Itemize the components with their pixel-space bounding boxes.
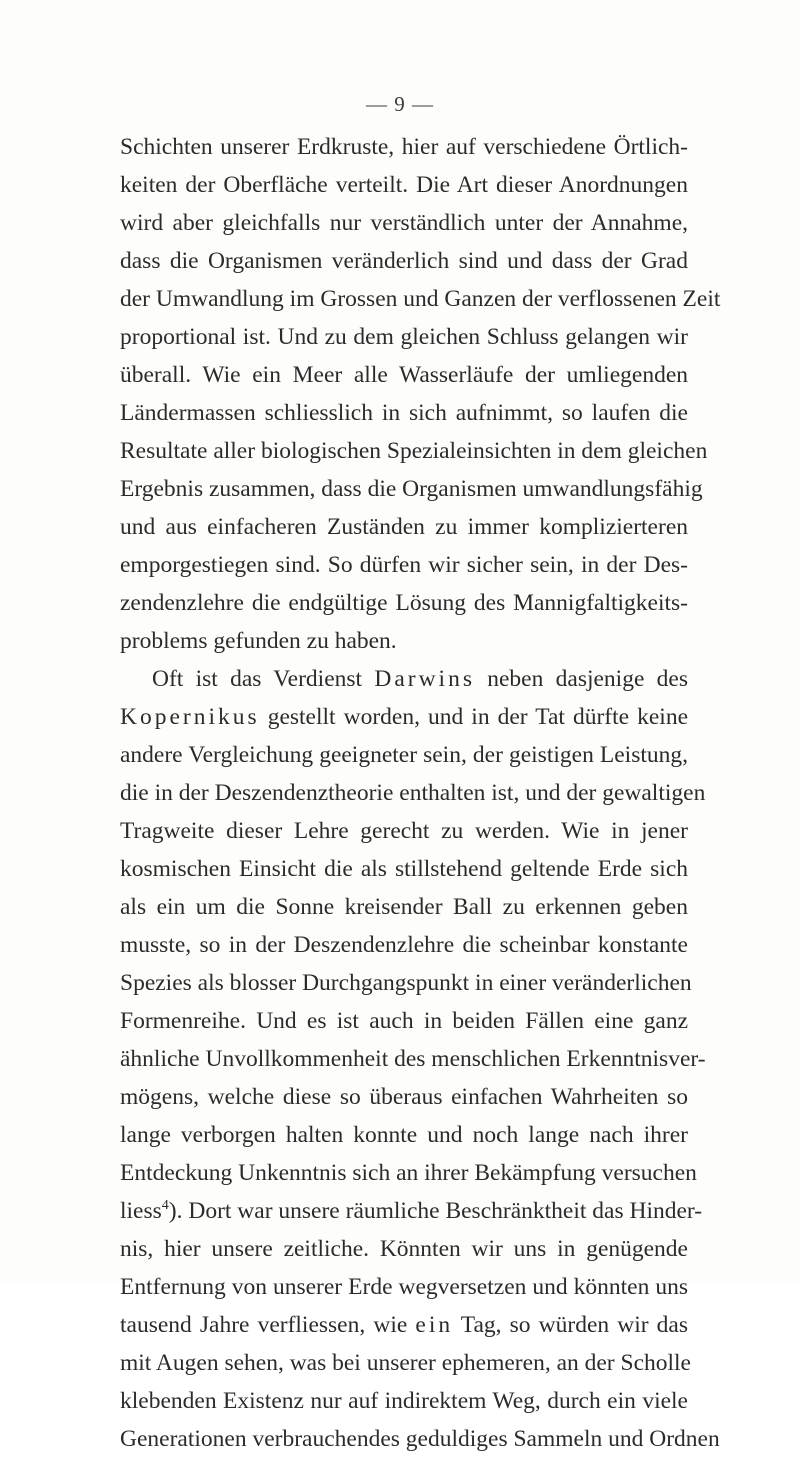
text-line — [120, 1192, 703, 1230]
text-line: die in der Deszendenztheorie enthalten ist, und der gewaltigen — [120, 780, 706, 806]
text-line: Generationen verbrauchendes geduldiges Sammeln und Ordnen — [120, 1426, 720, 1452]
text-fragment: neben dasjenige des — [474, 666, 689, 692]
name-darwin: Darwins — [374, 666, 475, 692]
text-line: Tragweite dieser Lehre gerecht zu werden. Wie in jener — [120, 818, 688, 844]
text-line: keiten der Oberfläche verteilt. Die Art dieser Anordnungen — [120, 172, 688, 198]
text-line: zendenzlehre die endgültige Lösung des Mannigfaltigkeits- — [120, 590, 688, 616]
text-line: andere Vergleichung geeigneter sein, der geistigen Leistung, — [120, 742, 688, 768]
text-line: problems gefunden zu haben. — [120, 628, 397, 654]
text-line: proportional ist. Und zu dem gleichen Schluss gelangen wir — [120, 324, 688, 350]
text-line: emporgestiegen sind. So dürfen wir sicher sein, in der Des- — [120, 552, 688, 578]
text-line: und aus einfacheren Zuständen zu immer komplizierteren — [120, 514, 688, 540]
text-line: Resultate aller biologischen Spezialeinsichten in dem gleichen — [120, 438, 708, 464]
text-line: mit Augen sehen, was bei unserer ephemeren, an der Scholle — [120, 1350, 691, 1376]
text-line: musste, so in der Deszendenzlehre die scheinbar konstante — [120, 932, 688, 958]
text-line — [120, 1306, 688, 1344]
text-fragment: tausend Jahre verfliessen, wie — [120, 1312, 416, 1338]
text-line: überall. Wie ein Meer alle Wasserläufe der umliegenden — [120, 362, 688, 388]
text-line: Spezies als blosser Durchgangspunkt in einer veränderlichen — [120, 970, 692, 996]
text-line: als ein um die Sonne kreisender Ball zu erkennen geben — [120, 894, 688, 920]
text-line: nis, hier unsere zeitliche. Könnten wir uns in genügende — [120, 1236, 688, 1262]
paragraph-start-line — [120, 660, 688, 698]
name-kopernikus: Kopernikus — [120, 704, 260, 730]
text-line: Entfernung von unserer Erde wegversetzen und könnten uns — [120, 1274, 688, 1300]
text-line: der Umwandlung im Grossen und Ganzen der verflossenen Zeit — [120, 286, 721, 312]
text-fragment: ). Dort war unsere räumliche Beschränktheit das Hinder- — [168, 1198, 703, 1224]
text-line — [120, 698, 688, 736]
text-fragment: gestellt worden, und in der Tat dürfte keine — [259, 704, 688, 730]
footnote-marker: 4 — [161, 1198, 169, 1214]
text-line: Ländermassen schliesslich in sich aufnimmt, so laufen die — [120, 400, 688, 426]
text-line: Ergebnis zusammen, dass die Organismen umwandlungsfähig — [120, 476, 703, 502]
text-line: Formenreihe. Und es ist auch in beiden Fällen eine ganz — [120, 1008, 688, 1034]
text-fragment: liess — [120, 1198, 162, 1224]
page-number: — 9 — — [366, 92, 434, 116]
text-line: kosmischen Einsicht die als stillstehend geltende Erde sich — [120, 856, 688, 882]
text-line: mögens, welche diese so überaus einfachen Wahrheiten so — [120, 1084, 688, 1110]
text-line: klebenden Existenz nur auf indirektem Weg, durch ein viele — [120, 1388, 688, 1414]
text-fragment: Tag, so würden wir das — [453, 1312, 688, 1338]
text-line: lange verborgen halten konnte und noch lange nach ihrer — [120, 1122, 688, 1148]
body-text — [120, 128, 721, 1458]
text-line: ähnliche Unvollkommenheit des menschlichen Erkenntnisver- — [120, 1046, 706, 1072]
text-fragment: Oft ist das Verdienst — [152, 666, 375, 692]
text-line: dass die Organismen veränderlich sind und dass der Grad — [120, 248, 688, 274]
text-line: Schichten unserer Erdkruste, hier auf verschiedene Örtlich- — [120, 134, 688, 160]
emphasis-ein: ein — [415, 1312, 454, 1338]
text-line: Entdeckung Unkenntnis sich an ihrer Bekämpfung versuchen — [120, 1160, 697, 1186]
text-line: wird aber gleichfalls nur verständlich unter der Annahme, — [120, 210, 688, 236]
